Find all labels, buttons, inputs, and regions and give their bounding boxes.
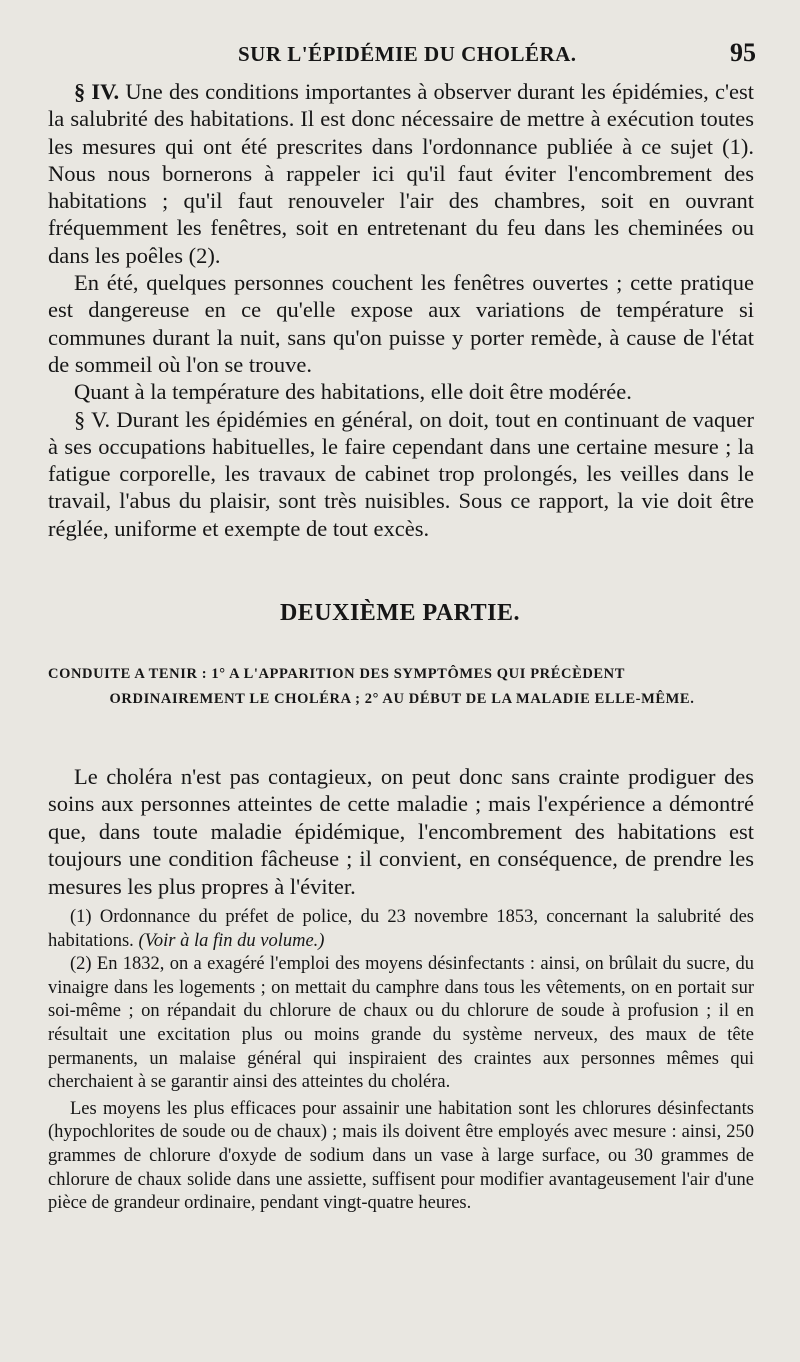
section-4-text: Une des conditions importantes à observer durant les épidémies, c'est la salubrité des habitations. Il est donc nécessaire de mettre à exécution toutes les mesures qui ont été prescrites dans l'ordonnance publiée à ce sujet (1). Nous nous bornerons à rappeler ici qu'il faut éviter l'encombrement des habitations ; qu'il faut renouveler l'air des chambres, soit en ouvrant fréquemment les fenêtres, soit en entretenant du feu dans les cheminées ou dans les poêles (2). xyxy=(48,79,754,268)
running-header xyxy=(48,38,756,68)
footnote-1-text: (1) Ordonnance du préfet de police, du 23 novembre 1853, concernant la salubrité des habitations. xyxy=(48,907,754,951)
part-subtitle-line-2: ORDINAIREMENT LE CHOLÉRA ; 2° AU DÉBUT DE LA MALADIE ELLE-MÊME. xyxy=(109,691,695,707)
part-subtitle-line-1: CONDUITE A TENIR : 1° A L'APPARITION DES SYMPTÔMES QUI PRÉCÈDENT xyxy=(48,666,626,682)
contagion-paragraph: Le choléra n'est pas contagieux, on peut donc sans crainte prodiguer des soins aux personnes atteintes de cette maladie ; mais l'expérience a démontré que, dans toute maladie épidémique, l'encombrement des habitations est toujours une condition fâcheuse ; il convient, en conséquence, de prendre les mesures les plus propres à l'éviter. xyxy=(48,763,754,899)
main-text xyxy=(48,78,754,542)
part-title: DEUXIÈME PARTIE. xyxy=(279,600,521,626)
section-5-text: Durant les épidémies en général, on doit, tout en continuant de vaquer à ses occupations habituelles, le faire cependant dans une certaine mesure ; la fatigue corporelle, les travaux de cabinet trop prolongés, les veilles dans le travail, l'abus du plaisir, sont très nuisibles. Sous ce rapport, la vie doit être réglée, uniforme et exempte de tout excès. xyxy=(48,406,754,541)
section-4-label: § IV. xyxy=(74,79,120,104)
temperature-paragraph: Quant à la température des habitations, elle doit être modérée. xyxy=(74,379,632,405)
summer-paragraph: En été, quelques personnes couchent les fenêtres ouvertes ; cette pratique est dangereuse en ce qu'elle expose aux variations de température si communes durant la nuit, sans qu'on puisse y porter remède, à cause de l'état de sommeil où l'on se trouve. xyxy=(48,270,754,377)
section-5-label: § V. xyxy=(74,406,111,432)
section-5-paragraph xyxy=(48,406,754,542)
footnotes xyxy=(48,906,754,1216)
part-subtitle xyxy=(48,662,756,712)
page-bottom-margin xyxy=(0,1334,800,1362)
footnote-2: (2) En 1832, on a exagéré l'emploi des moyens désinfectants : ainsi, on brûlait du sucre, du vinaigre dans les logements ; on mettait du camphre dans tous les vêtements, on en portait sur soi-même ; on répandait du chlorure de chaux ou du chlorure de soude à profusion ; il en résultait une excitation plus ou moins grande du système nerveux, des maux de tête permanents, un malaise général qui inspiraient des craintes aux personnes mêmes qui cherchaient à se garantir ainsi des atteintes du choléra. xyxy=(48,954,754,1093)
footnote-1-reference: (Voir à la fin du volume.) xyxy=(138,930,325,951)
footnote-2-continued: Les moyens les plus efficaces pour assainir une habitation sont les chlorures désinfectants (hypochlorites de soude ou de chaux) ; mais ils doivent être employés avec mesure : ainsi, 250 grammes de chlorure d'oxyde de sodium dans un vase à large surface, ou 30 grammes de chlorure de chaux solide dans une assiette, suffisent pour modifier avantageusement l'air d'une pièce de grandeur ordinaire, pendant vingt-quatre heures. xyxy=(48,1098,754,1214)
footnote-1 xyxy=(48,906,754,953)
running-title: SUR L'ÉPIDÉMIE DU CHOLÉRA. xyxy=(238,42,577,66)
page-number: 95 xyxy=(730,38,756,67)
section-4-paragraph xyxy=(48,78,754,269)
